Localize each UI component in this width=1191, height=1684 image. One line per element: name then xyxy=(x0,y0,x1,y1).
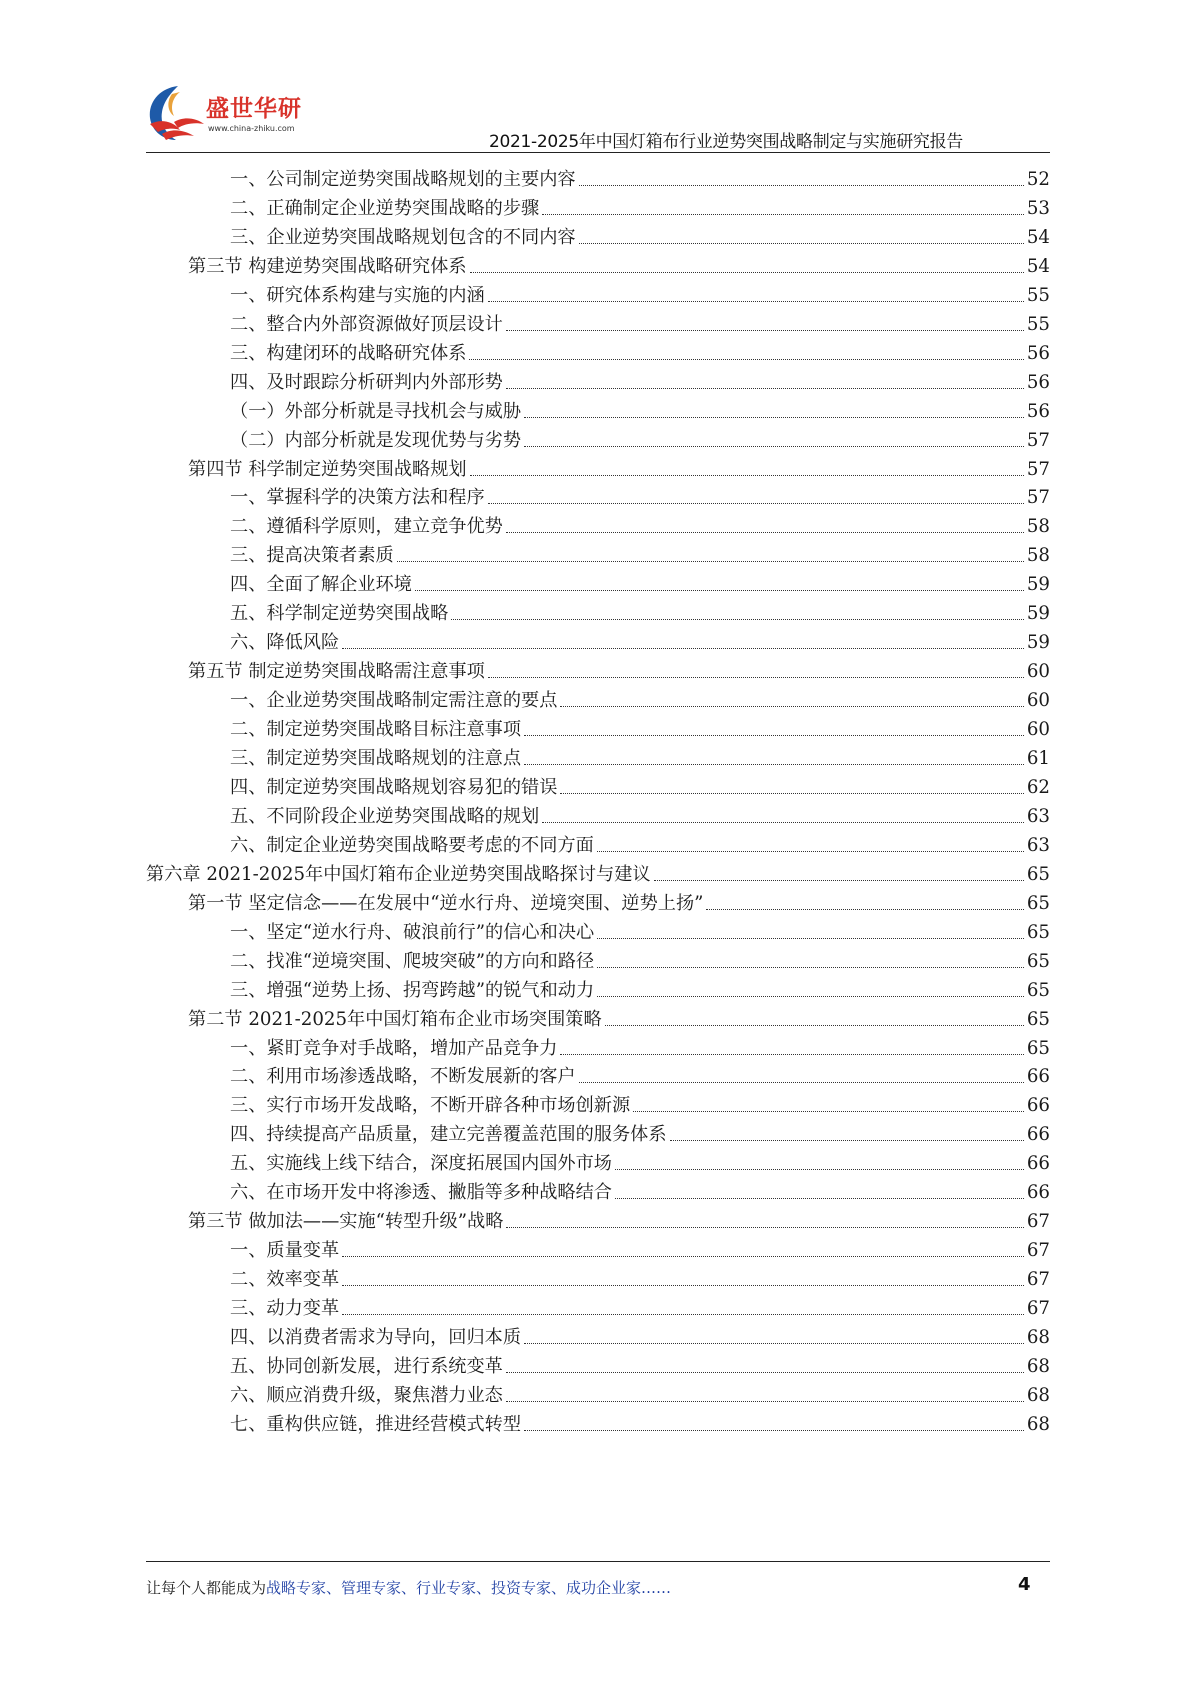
toc-leader-dots xyxy=(488,301,1024,302)
toc-entry-page: 66 xyxy=(1026,1124,1050,1146)
toc-leader-dots xyxy=(415,590,1024,591)
toc-entry[interactable] xyxy=(230,1086,1050,1117)
toc-entry-page: 65 xyxy=(1026,863,1050,885)
toc-entry-title: 二、遵循科学原则，建立竞争优势 xyxy=(230,516,503,538)
toc-leader-dots xyxy=(524,446,1024,447)
toc-entry-page: 52 xyxy=(1026,169,1050,190)
toc-leader-dots xyxy=(670,1140,1024,1141)
toc-entry[interactable] xyxy=(230,160,1050,191)
toc-entry-page: 66 xyxy=(1026,1066,1050,1088)
toc-entry[interactable] xyxy=(230,1405,1050,1436)
toc-entry-page: 58 xyxy=(1026,545,1050,567)
toc-entry-title: 六、在市场开发中将渗透、撇脂等多种战略结合 xyxy=(230,1182,612,1204)
report-title: 2021-2025年中国灯箱布行业逆势突围战略制定与实施研究报告 xyxy=(488,132,963,152)
toc-entry-page: 65 xyxy=(1026,892,1050,914)
toc-entry[interactable] xyxy=(230,392,1050,423)
toc-entry-title: 五、实施线上线下结合，深度拓展国内国外市场 xyxy=(230,1153,612,1175)
toc-entry[interactable] xyxy=(230,218,1050,249)
toc-entry[interactable] xyxy=(230,942,1050,973)
toc-entry[interactable] xyxy=(230,1115,1050,1146)
toc-entry[interactable] xyxy=(188,652,1050,683)
toc-entry-title: 六、顺应消费升级，聚焦潜力业态 xyxy=(230,1384,503,1406)
toc-entry[interactable] xyxy=(230,710,1050,741)
toc-entry[interactable] xyxy=(230,421,1050,452)
toc-leader-dots xyxy=(506,1227,1023,1228)
toc-entry-page: 68 xyxy=(1026,1384,1050,1406)
toc-entry-title: 第六章 2021-2025年中国灯箱布企业逆势突围战略探讨与建议 xyxy=(146,863,651,885)
toc-entry[interactable] xyxy=(230,594,1050,625)
toc-leader-dots xyxy=(524,417,1024,418)
toc-entry-title: 二、利用市场渗透战略，不断发展新的客户 xyxy=(230,1066,576,1088)
toc-entry-page: 57 xyxy=(1026,487,1050,509)
toc-entry-page: 60 xyxy=(1026,719,1050,741)
toc-entry-title: （一）外部分析就是寻找机会与威胁 xyxy=(230,400,522,422)
toc-leader-dots xyxy=(605,1025,1024,1026)
page-number: 4 xyxy=(1018,1574,1031,1595)
toc-entry-page: 68 xyxy=(1026,1413,1050,1435)
toc-entry-page: 59 xyxy=(1026,574,1050,596)
toc-entry-page: 67 xyxy=(1026,1298,1050,1320)
toc-entry-title: 第三节 构建逆势突围战略研究体系 xyxy=(188,255,467,277)
toc-leader-dots xyxy=(597,938,1024,939)
toc-entry-page: 55 xyxy=(1026,284,1050,306)
toc-entry-title: 三、增强“逆势上扬、拐弯跨越”的锐气和动力 xyxy=(230,979,595,1001)
toc-entry-page: 54 xyxy=(1026,226,1050,248)
toc-entry-page: 59 xyxy=(1026,603,1050,625)
toc-entry-page: 65 xyxy=(1026,979,1050,1001)
toc-entry-page: 62 xyxy=(1026,776,1050,798)
toc-leader-dots xyxy=(579,185,1024,186)
toc-leader-dots xyxy=(506,532,1024,533)
toc-leader-dots xyxy=(342,1256,1024,1257)
toc-leader-dots xyxy=(506,1401,1024,1402)
toc-entry[interactable] xyxy=(188,884,1050,915)
toc-entry-title: 四、全面了解企业环境 xyxy=(230,574,412,596)
toc-leader-dots xyxy=(470,475,1024,476)
toc-entry[interactable] xyxy=(230,681,1050,712)
toc-leader-dots xyxy=(597,996,1024,997)
toc-leader-dots xyxy=(706,909,1023,910)
toc-leader-dots xyxy=(451,619,1024,620)
toc-entry-page: 66 xyxy=(1026,1182,1050,1204)
toc-entry-page: 66 xyxy=(1026,1153,1050,1175)
toc-entry-page: 56 xyxy=(1026,342,1050,364)
toc-leader-dots xyxy=(397,561,1024,562)
toc-entry[interactable] xyxy=(188,1000,1050,1031)
toc-entry[interactable] xyxy=(230,189,1050,220)
toc-entry-page: 58 xyxy=(1026,516,1050,538)
toc-entry-title: 四、以消费者需求为导向，回归本质 xyxy=(230,1327,522,1348)
toc-entry-page: 66 xyxy=(1026,1095,1050,1117)
toc-entry-title: 五、科学制定逆势突围战略 xyxy=(230,603,449,625)
toc-entry[interactable] xyxy=(230,1289,1050,1320)
toc-entry-title: 一、研究体系构建与实施的内涵 xyxy=(230,284,485,306)
toc-leader-dots xyxy=(506,388,1024,389)
toc-entry-page: 63 xyxy=(1026,834,1050,856)
toc-entry-title: 三、实行市场开发战略，不断开辟各种市场创新源 xyxy=(230,1095,631,1117)
toc-entry-title: 一、掌握科学的决策方法和程序 xyxy=(230,487,485,509)
toc-entry-page: 67 xyxy=(1026,1269,1050,1291)
toc-entry-title: 二、制定逆势突围战略目标注意事项 xyxy=(230,719,522,741)
toc-entry[interactable] xyxy=(230,1260,1050,1291)
toc-leader-dots xyxy=(524,764,1024,765)
slogan-highlight: 战略专家、管理专家、行业专家、投资专家、成功企业家…… xyxy=(266,1579,672,1597)
toc-leader-dots xyxy=(342,1314,1024,1315)
toc-entry-page: 54 xyxy=(1026,255,1050,277)
toc-leader-dots xyxy=(506,1372,1024,1373)
toc-entry-page: 65 xyxy=(1026,950,1050,972)
toc-leader-dots xyxy=(342,1285,1024,1286)
toc-entry-title: 一、公司制定逆势突围战略规划的主要内容 xyxy=(230,169,576,190)
toc-entry[interactable] xyxy=(188,450,1050,481)
toc-entry-title: 第三节 做加法——实施“转型升级”战略 xyxy=(188,1211,504,1233)
toc-entry[interactable] xyxy=(230,363,1050,394)
toc-leader-dots xyxy=(524,1343,1024,1344)
toc-leader-dots xyxy=(542,822,1024,823)
toc-entry[interactable] xyxy=(230,1347,1050,1378)
toc-entry-page: 60 xyxy=(1026,690,1050,712)
toc-entry-title: 第二节 2021-2025年中国灯箱布企业市场突围策略 xyxy=(188,1008,602,1030)
toc-entry[interactable] xyxy=(230,1231,1050,1262)
toc-entry[interactable] xyxy=(230,1173,1050,1204)
toc-entry[interactable] xyxy=(230,565,1050,596)
toc-entry-page: 60 xyxy=(1026,661,1050,683)
toc-entry-page: 55 xyxy=(1026,313,1050,335)
toc-entry-page: 67 xyxy=(1026,1240,1050,1262)
toc-entry-title: 三、企业逆势突围战略规划包含的不同内容 xyxy=(230,226,576,248)
toc-entry-title: 一、紧盯竞争对手战略，增加产品竞争力 xyxy=(230,1037,558,1059)
toc-entry-title: 四、制定逆势突围战略规划容易犯的错误 xyxy=(230,776,558,798)
toc-leader-dots xyxy=(560,1054,1023,1055)
toc-entry[interactable] xyxy=(230,1057,1050,1088)
toc-entry-page: 57 xyxy=(1026,458,1050,480)
toc-entry-title: 四、持续提高产品质量，建立完善覆盖范围的服务体系 xyxy=(230,1124,667,1146)
toc-entry[interactable] xyxy=(230,623,1050,654)
toc-entry[interactable] xyxy=(230,826,1050,857)
toc-entry-title: 七、重构供应链，推进经营模式转型 xyxy=(230,1413,522,1435)
toc-entry-title: 三、构建闭环的战略研究体系 xyxy=(230,342,467,364)
toc-entry-title: 二、效率变革 xyxy=(230,1269,340,1291)
toc-entry[interactable] xyxy=(230,768,1050,799)
toc-entry-page: 61 xyxy=(1026,748,1050,769)
toc-entry-title: 三、动力变革 xyxy=(230,1298,340,1320)
toc-entry[interactable] xyxy=(230,739,1050,770)
toc-leader-dots xyxy=(597,851,1024,852)
toc-leader-dots xyxy=(524,1430,1024,1431)
toc-leader-dots xyxy=(524,735,1024,736)
toc-entry[interactable] xyxy=(188,1202,1050,1233)
toc-entry-title: 二、整合内外部资源做好顶层设计 xyxy=(230,313,503,335)
toc-leader-dots xyxy=(579,243,1024,244)
toc-entry-title: 五、协同创新发展，进行系统变革 xyxy=(230,1355,503,1377)
toc-leader-dots xyxy=(469,359,1023,360)
toc-entry-title: 第五节 制定逆势突围战略需注意事项 xyxy=(188,661,485,683)
footer-divider xyxy=(146,1561,1050,1562)
toc-leader-dots xyxy=(579,1082,1024,1083)
company-logo xyxy=(144,82,314,152)
toc-entry-title: 三、制定逆势突围战略规划的注意点 xyxy=(230,748,522,769)
toc-entry[interactable] xyxy=(230,305,1050,336)
toc-entry-title: 三、提高决策者素质 xyxy=(230,545,394,567)
toc-entry[interactable] xyxy=(188,247,1050,278)
toc-entry[interactable] xyxy=(230,971,1050,1002)
toc-leader-dots xyxy=(615,1198,1024,1199)
toc-entry[interactable] xyxy=(230,913,1050,944)
toc-entry-page: 56 xyxy=(1026,371,1050,393)
toc-entry[interactable] xyxy=(230,797,1050,828)
toc-leader-dots xyxy=(654,880,1024,881)
toc-entry-page: 56 xyxy=(1026,400,1050,422)
toc-entry[interactable] xyxy=(230,536,1050,567)
toc-entry-title: 六、降低风险 xyxy=(230,632,340,654)
toc-entry-page: 68 xyxy=(1026,1355,1050,1377)
toc-entry-page: 65 xyxy=(1026,1037,1050,1059)
toc-entry-title: 六、制定企业逆势突围战略要考虑的不同方面 xyxy=(230,834,594,856)
toc-entry-title: 四、及时跟踪分析研判内外部形势 xyxy=(230,371,503,393)
toc-leader-dots xyxy=(342,648,1024,649)
toc-leader-dots xyxy=(470,272,1024,273)
toc-entry-title: 二、找准“逆境突围、爬坡突破”的方向和路径 xyxy=(230,950,595,972)
toc-leader-dots xyxy=(560,793,1023,794)
toc-entry[interactable] xyxy=(230,1376,1050,1407)
toc-entry-title: 一、企业逆势突围战略制定需注意的要点 xyxy=(230,690,558,712)
toc-entry-page: 68 xyxy=(1026,1327,1050,1348)
toc-entry-title: 一、坚定“逆水行舟、破浪前行”的信心和决心 xyxy=(230,921,595,943)
toc-entry-page: 63 xyxy=(1026,805,1050,827)
toc-entry-page: 59 xyxy=(1026,632,1050,654)
toc-entry-page: 65 xyxy=(1026,921,1050,943)
toc-leader-dots xyxy=(488,677,1024,678)
toc-leader-dots xyxy=(615,1169,1024,1170)
brand-url: www.china-zhiku.com xyxy=(208,124,295,133)
toc-leader-dots xyxy=(506,330,1024,331)
toc-entry-title: 二、正确制定企业逆势突围战略的步骤 xyxy=(230,197,540,219)
toc-entry-title: 第四节 科学制定逆势突围战略规划 xyxy=(188,458,467,480)
toc-leader-dots xyxy=(488,503,1024,504)
page-header xyxy=(0,0,1191,150)
toc-entry[interactable] xyxy=(230,1029,1050,1060)
toc-entry[interactable] xyxy=(230,1144,1050,1175)
toc-entry[interactable] xyxy=(146,855,1050,886)
toc-entry-title: （二）内部分析就是发现优势与劣势 xyxy=(230,429,522,451)
toc-entry-title: 第一节 坚定信念——在发展中“逆水行舟、逆境突围、逆势上扬” xyxy=(188,892,704,914)
toc-entry-page: 67 xyxy=(1026,1211,1050,1233)
toc-entry-title: 五、不同阶段企业逆势突围战略的规划 xyxy=(230,805,540,827)
logo-emblem-icon xyxy=(144,82,208,144)
brand-name: 盛世华研 xyxy=(206,96,302,122)
slogan-lead: 让每个人都能成为 xyxy=(146,1579,267,1597)
toc-leader-dots xyxy=(633,1111,1024,1112)
toc-leader-dots xyxy=(542,214,1024,215)
toc-entry-title: 一、质量变革 xyxy=(230,1240,340,1262)
toc-entry-page: 57 xyxy=(1026,429,1050,451)
toc-leader-dots xyxy=(560,706,1023,707)
toc-entry[interactable] xyxy=(230,276,1050,307)
toc-entry[interactable] xyxy=(230,478,1050,509)
toc-entry-page: 65 xyxy=(1026,1008,1050,1030)
toc-entry-page: 53 xyxy=(1026,197,1050,219)
header-divider xyxy=(146,152,1050,153)
toc-entry[interactable] xyxy=(230,1318,1050,1349)
footer-slogan xyxy=(146,1577,671,1598)
toc-entry[interactable] xyxy=(230,334,1050,365)
toc-entry[interactable] xyxy=(230,507,1050,538)
toc-leader-dots xyxy=(597,967,1024,968)
